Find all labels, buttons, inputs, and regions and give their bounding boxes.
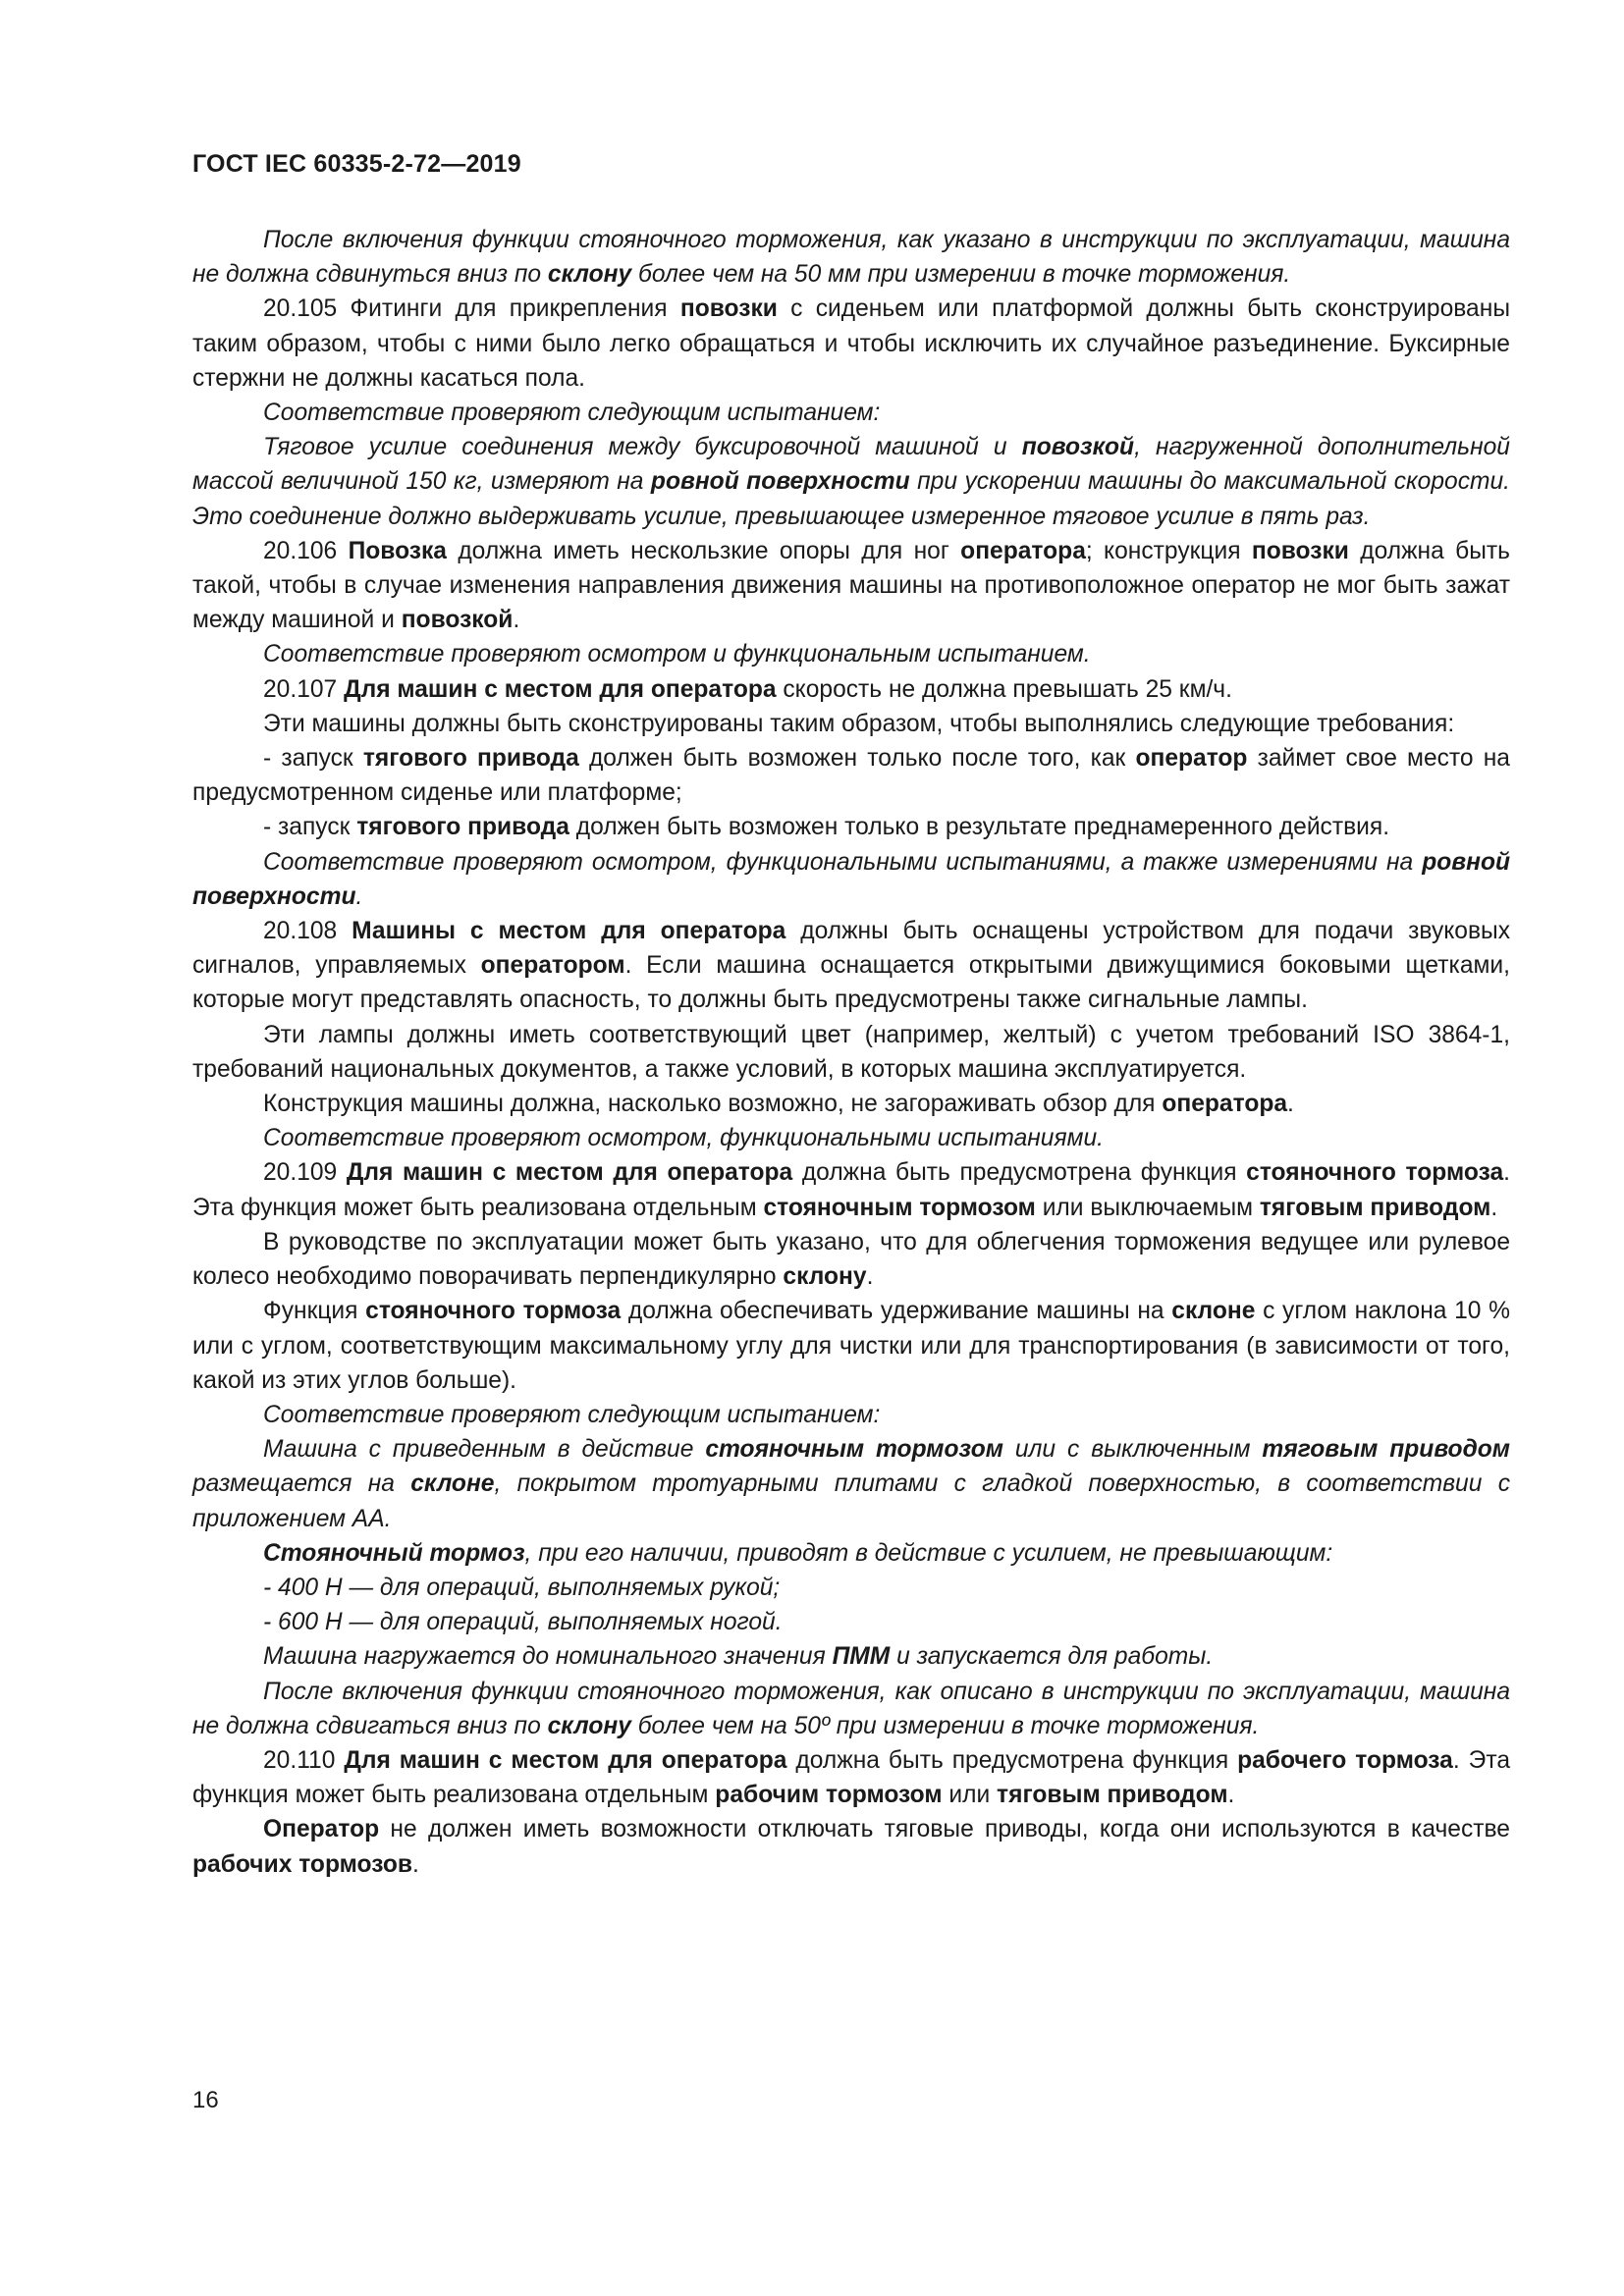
- bold-term: повозки: [679, 295, 778, 323]
- paragraph: [192, 1639, 1510, 1674]
- paragraph: [192, 1398, 1510, 1432]
- paragraph: [192, 292, 1510, 396]
- bold-term: тяговым приводом: [997, 1782, 1228, 1809]
- bold-term: тягового привода: [362, 745, 579, 773]
- paragraph: [192, 1087, 1510, 1121]
- document-header: ГОСТ IEC 60335-2-72—2019: [192, 150, 521, 178]
- bold-term: ровной поверхности: [192, 848, 1510, 910]
- paragraph: [192, 1675, 1510, 1743]
- paragraph: [192, 1121, 1510, 1155]
- text-run: Конструкция машины должна, насколько возможно, не загораживать обзор для: [263, 1091, 1163, 1118]
- paragraph: [192, 430, 1510, 534]
- text-run: Соответствие проверяют осмотром, функциональными испытаниями.: [263, 1125, 1104, 1152]
- text-run: .: [1287, 1091, 1294, 1118]
- text-run: - 600 Н — для операций, выполняемых ногой.: [263, 1609, 783, 1636]
- text-run: - запуск: [263, 814, 357, 841]
- bold-term: склоне: [1171, 1298, 1256, 1325]
- text-run: , при его наличии, приводят в действие с усилием, не превышающим:: [524, 1539, 1333, 1567]
- text-run: , нагруженной дополнительной массой величиной 150 кг, измеряют на: [192, 434, 1510, 496]
- bold-term: повозкой: [1021, 434, 1135, 461]
- paragraph: [192, 914, 1510, 1018]
- bold-term: рабочего тормоза: [1237, 1746, 1453, 1774]
- bold-term: стояночного тормоза: [1246, 1159, 1504, 1187]
- paragraph: [192, 1536, 1510, 1571]
- text-run: .: [411, 1850, 419, 1878]
- text-run: не должен иметь возможности отключать тяговые приводы, когда они используются в качестве: [379, 1816, 1510, 1843]
- text-run: Эти лампы должны иметь соответствующий цвет (например, желтый) с учетом требований ISO 3864-1, требований национальных документов, а также условий, в которых машина эксплуатируется.: [192, 1021, 1510, 1083]
- bold-term: ровной поверхности: [650, 468, 910, 496]
- text-run: Тяговое усилие соединения между буксировочной машиной и: [263, 434, 1022, 461]
- bold-term: стояночным тормозом: [763, 1194, 1036, 1221]
- bold-term: Стояночный тормоз: [263, 1539, 525, 1567]
- text-run: с углом наклона 10 % или с углом, соответствующим максимальному углу для чистки или для транспортирования (в зависимости от того, какой из этих углов больше).: [192, 1298, 1510, 1394]
- paragraph: [192, 741, 1510, 810]
- text-run: 20.108: [263, 918, 352, 945]
- bold-term: повозкой: [401, 607, 514, 634]
- text-run: . Эта функция может быть реализована отдельным: [192, 1746, 1510, 1809]
- text-run: более чем на 50 мм при измерении в точке торможения.: [631, 261, 1291, 289]
- paragraph: [192, 1812, 1510, 1881]
- text-run: и запускается для работы.: [890, 1643, 1214, 1671]
- text-run: Соответствие проверяют следующим испытанием:: [263, 400, 881, 427]
- text-run: должна быть предусмотрена функция: [786, 1746, 1238, 1774]
- text-run: .: [866, 1263, 874, 1291]
- bold-term: Для машин с местом для оператора: [344, 1746, 787, 1774]
- bold-term: оператор: [1135, 745, 1248, 773]
- text-run: должны быть оснащены устройством для подачи звуковых сигналов, управляемых: [192, 918, 1510, 980]
- text-run: займет свое место на предусмотренном сиденье или платформе;: [192, 745, 1510, 807]
- bold-term: стояночного тормоза: [365, 1298, 622, 1325]
- paragraph: [192, 1571, 1510, 1605]
- text-run: 20.106: [263, 537, 349, 564]
- text-run: После включения функции стояночного торможения, как указано в инструкции по эксплуатации, машина не должна сдвинуться вниз по: [192, 227, 1510, 289]
- bold-term: оператора: [960, 537, 1086, 564]
- bold-term: склону: [547, 1712, 631, 1739]
- text-run: при ускорении машины до максимальной скорости. Это соединение должно выдерживать усилие, превышающее измеренное тяговое усилие в пять раз.: [192, 468, 1510, 530]
- text-run: Соответствие проверяют осмотром, функциональными испытаниями, а также измерениями на: [263, 848, 1423, 876]
- paragraph: [192, 396, 1510, 430]
- bold-term: Для машин с местом для оператора: [344, 675, 777, 703]
- paragraph: [192, 1294, 1510, 1398]
- text-run: В руководстве по эксплуатации может быть указано, что для облегчения торможения ведущее или рулевое колесо необходимо поворачивать перпендикулярно: [192, 1228, 1510, 1291]
- bold-term: повозки: [1251, 537, 1349, 564]
- bold-term: тяговым приводом: [1259, 1194, 1491, 1221]
- text-run: 20.109: [263, 1159, 347, 1187]
- text-run: Соответствие проверяют следующим испытанием:: [263, 1401, 881, 1428]
- text-run: 20.110: [263, 1746, 345, 1774]
- text-run: . Если машина оснащается открытыми движущимися боковыми щетками, которые могут представлять опасность, то должны быть предусмотрены также сигнальные лампы.: [192, 952, 1510, 1014]
- text-run: с сиденьем или платформой должны быть сконструированы таким образом, чтобы с ними было легко обращаться и чтобы исключить их случайное разъединение. Буксирные стержни не должны касаться пола.: [192, 295, 1510, 392]
- text-run: После включения функции стояночного торможения, как описано в инструкции по эксплуатации, машина не должна сдвигаться вниз по: [192, 1678, 1510, 1739]
- bold-term: Оператор: [263, 1816, 380, 1843]
- text-run: .: [1490, 1194, 1498, 1221]
- text-run: или: [942, 1782, 998, 1809]
- text-run: Соответствие проверяют осмотром и функциональным испытанием.: [263, 641, 1091, 668]
- paragraph: [192, 1605, 1510, 1639]
- document-body: [192, 223, 1510, 1882]
- text-run: размещается на: [192, 1470, 411, 1498]
- bold-term: тягового привода: [356, 814, 569, 841]
- text-run: должна быть предусмотрена функция: [792, 1159, 1247, 1187]
- text-run: должен быть возможен только в результате преднамеренного действия.: [568, 814, 1390, 841]
- paragraph: [192, 1743, 1510, 1812]
- text-run: 20.107: [263, 675, 345, 703]
- bold-term: рабочим тормозом: [715, 1782, 943, 1809]
- bold-term: ПММ: [832, 1643, 891, 1671]
- bold-term: Повозка: [348, 537, 447, 564]
- text-run: 20.105 Фитинги для прикрепления: [263, 295, 680, 323]
- text-run: или с выключенным: [1002, 1436, 1263, 1464]
- text-run: Функция: [263, 1298, 366, 1325]
- text-run: Машина с приведенным в действие: [263, 1436, 706, 1464]
- paragraph: [192, 1225, 1510, 1294]
- text-run: должна быть такой, чтобы в случае изменения направления движения машины на противоположное оператор не мог быть зажат между машиной и: [192, 537, 1510, 634]
- paragraph: [192, 637, 1510, 671]
- bold-term: склоне: [410, 1470, 495, 1498]
- text-run: Машина нагружается до номинального значения: [263, 1643, 833, 1671]
- text-run: . Эта функция может быть реализована отдельным: [192, 1159, 1510, 1221]
- bold-term: рабочих тормозов: [192, 1850, 412, 1878]
- bold-term: оператором: [480, 952, 625, 980]
- text-run: должен быть возможен только после того, как: [578, 745, 1136, 773]
- paragraph: [192, 707, 1510, 741]
- text-run: - запуск: [263, 745, 363, 773]
- text-run: .: [513, 607, 520, 634]
- text-run: .: [355, 882, 363, 910]
- text-run: или выключаемым: [1035, 1194, 1260, 1221]
- text-run: должна обеспечивать удерживание машины на: [621, 1298, 1172, 1325]
- bold-term: склону: [783, 1263, 867, 1291]
- text-run: Эти машины должны быть сконструированы таким образом, чтобы выполнялись следующие требования:: [263, 710, 1455, 737]
- bold-term: Машины с местом для оператора: [352, 918, 786, 945]
- text-run: должна иметь нескользкие опоры для ног: [446, 537, 961, 564]
- page-number: 16: [192, 2087, 219, 2113]
- text-run: скорость не должна превышать 25 км/ч.: [776, 675, 1232, 703]
- paragraph: [192, 810, 1510, 844]
- bold-term: тяговым приводом: [1262, 1436, 1511, 1464]
- text-run: , покрытом тротуарными плитами с гладкой поверхностью, в соответствии с приложением АА.: [192, 1470, 1510, 1532]
- paragraph: [192, 1155, 1510, 1224]
- text-run: ; конструкция: [1085, 537, 1252, 564]
- bold-term: стояночным тормозом: [705, 1436, 1003, 1464]
- text-run: - 400 Н — для операций, выполняемых рукой;: [263, 1574, 781, 1601]
- paragraph: [192, 672, 1510, 707]
- bold-term: склону: [547, 261, 632, 289]
- paragraph: [192, 223, 1510, 292]
- bold-term: оператора: [1162, 1091, 1288, 1118]
- text-run: более чем на 50º при измерении в точке торможения.: [630, 1712, 1260, 1739]
- paragraph: [192, 1432, 1510, 1536]
- text-run: .: [1227, 1782, 1235, 1809]
- paragraph: [192, 845, 1510, 914]
- paragraph: [192, 534, 1510, 638]
- bold-term: Для машин с местом для оператора: [346, 1159, 793, 1187]
- paragraph: [192, 1018, 1510, 1087]
